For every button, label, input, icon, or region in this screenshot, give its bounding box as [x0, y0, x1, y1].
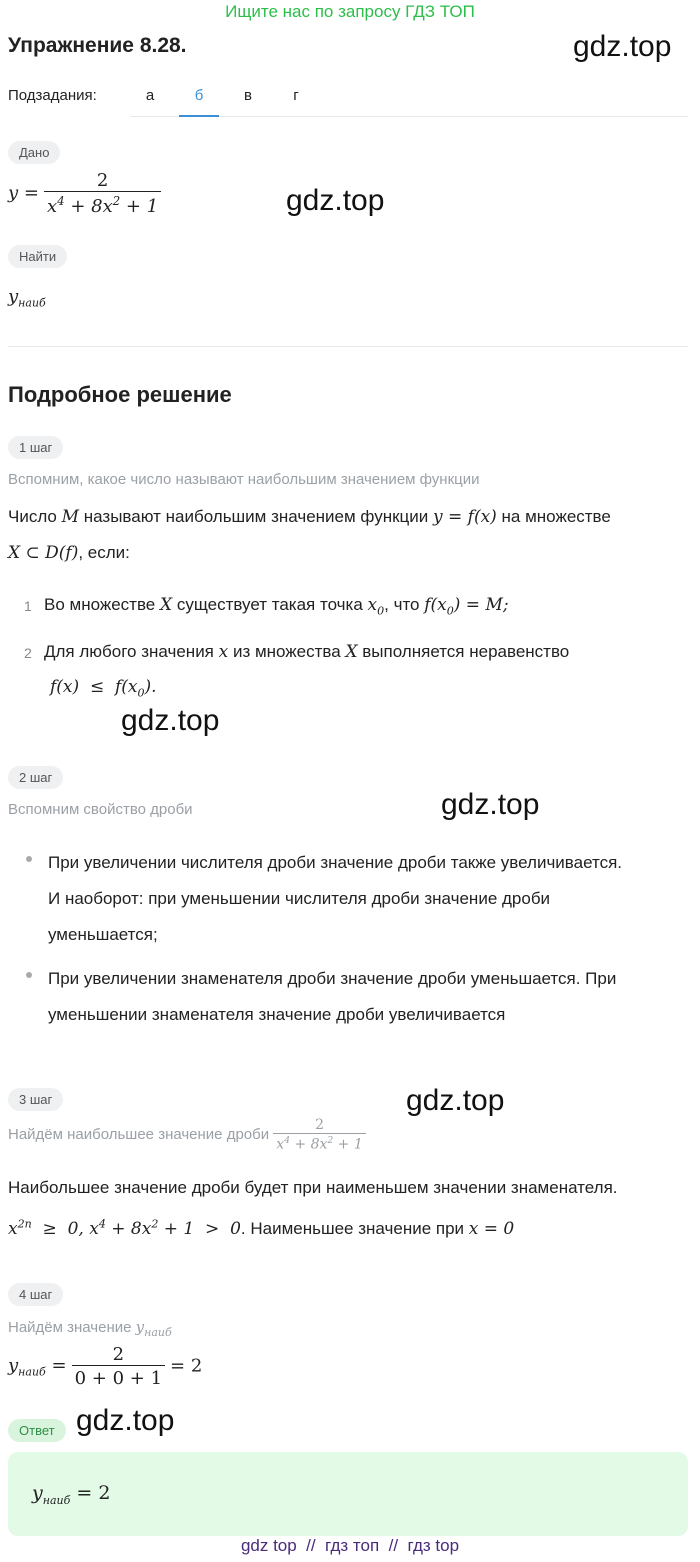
step2-hint: Вспомним свойство дроби [8, 801, 193, 818]
watermark: gdz.top [573, 30, 672, 63]
given-numerator: 2 [96, 170, 109, 191]
answer-chip: Ответ [8, 1419, 66, 1442]
list-item: Во множестве X существует такая точка $x_0$, что $f(x_0) = M$; [44, 595, 509, 618]
answer-value: $y_{наиб} = 2$ [32, 1482, 111, 1507]
watermark: gdz.top [121, 704, 220, 737]
subtask-tabs [130, 77, 688, 117]
watermark: gdz.top [406, 1084, 505, 1117]
step4-fraction: $\frac{2}{0 + 0 + 1}$ [72, 1344, 165, 1389]
given-formula [8, 170, 161, 217]
tab-g[interactable]: г [293, 87, 299, 104]
bullet [26, 856, 32, 862]
given-y-eq: y = [8, 182, 39, 204]
step3-math: $x^{2n} \ge 0$, $x^4 + 8x^2 + 1 > 0$. Наименьшее значение при x = 0 [8, 1217, 515, 1239]
tab-a[interactable]: а [145, 87, 155, 104]
watermark: gdz.top [286, 184, 385, 217]
step1-definition-cont: X ⊂ D(f), если: [8, 543, 130, 563]
step2-chip: 2 шаг [8, 766, 63, 789]
tab-v[interactable]: в [244, 87, 252, 104]
step3-chip: 3 шаг [8, 1088, 63, 1111]
given-fraction [44, 170, 161, 217]
list-item: Для любого значения x из множества X выполняется неравенство [44, 642, 570, 662]
subtasks-label: Подзадания: [8, 87, 97, 104]
step4-formula: $y_{наиб}$ = $\frac{2}{0 + 0 + 1}$ = 2 [8, 1344, 203, 1389]
divider [8, 346, 688, 347]
list-number: 1 [24, 598, 32, 614]
step1-hint: Вспомним, какое число называют наибольшим значением функции [8, 471, 480, 488]
step1-definition: Число M называют наибольшим значением функции y = f(x) на множестве [8, 507, 611, 527]
watermark: gdz.top [76, 1404, 175, 1437]
list-item: При увеличении знаменателя дроби значение дроби уменьшается. При уменьшении знаменателя значение дроби увеличивается [48, 969, 617, 1024]
step3-fraction: $\frac{2}{x^4 + 8x^2 + 1}$ [273, 1117, 365, 1153]
given-denominator: $x^4 + 8x^2 + 1$ [44, 191, 161, 217]
step3-hint: Найдём наибольшее значение дроби $\frac{2}{x^4 + 8x^2 + 1}$ [8, 1117, 366, 1153]
bullet [26, 972, 32, 978]
search-banner[interactable]: Ищите нас по запросу ГДЗ ТОП [225, 2, 475, 21]
answer-box [8, 1452, 688, 1536]
solution-title: Подробное решение [8, 382, 232, 407]
watermark: gdz.top [441, 788, 540, 821]
exercise-title: Упражнение 8.28. [8, 34, 187, 57]
list-number: 2 [24, 645, 32, 661]
step1-chip: 1 шаг [8, 436, 63, 459]
step3-text: Наибольшее значение дроби будет при наименьшем значении знаменателя. [8, 1178, 618, 1197]
step4-hint: Найдём значение $y_{наиб}$ [8, 1318, 172, 1339]
step4-chip: 4 шаг [8, 1283, 63, 1306]
list-item: При увеличении числителя дроби значение дроби также увеличивается. И наоборот: при уменьшении числителя дроби значение дроби уменьшается; [48, 853, 623, 944]
tab-b[interactable]: б [179, 77, 219, 117]
given-chip: Дано [8, 141, 60, 164]
list-item-inequality: $f(x) \le f(x_0)$. [50, 677, 157, 700]
find-chip: Найти [8, 245, 67, 268]
footer-links[interactable]: gdz top // гдз топ // гдз top [240, 1536, 460, 1555]
find-value: $y_{наиб}$ [8, 286, 46, 310]
